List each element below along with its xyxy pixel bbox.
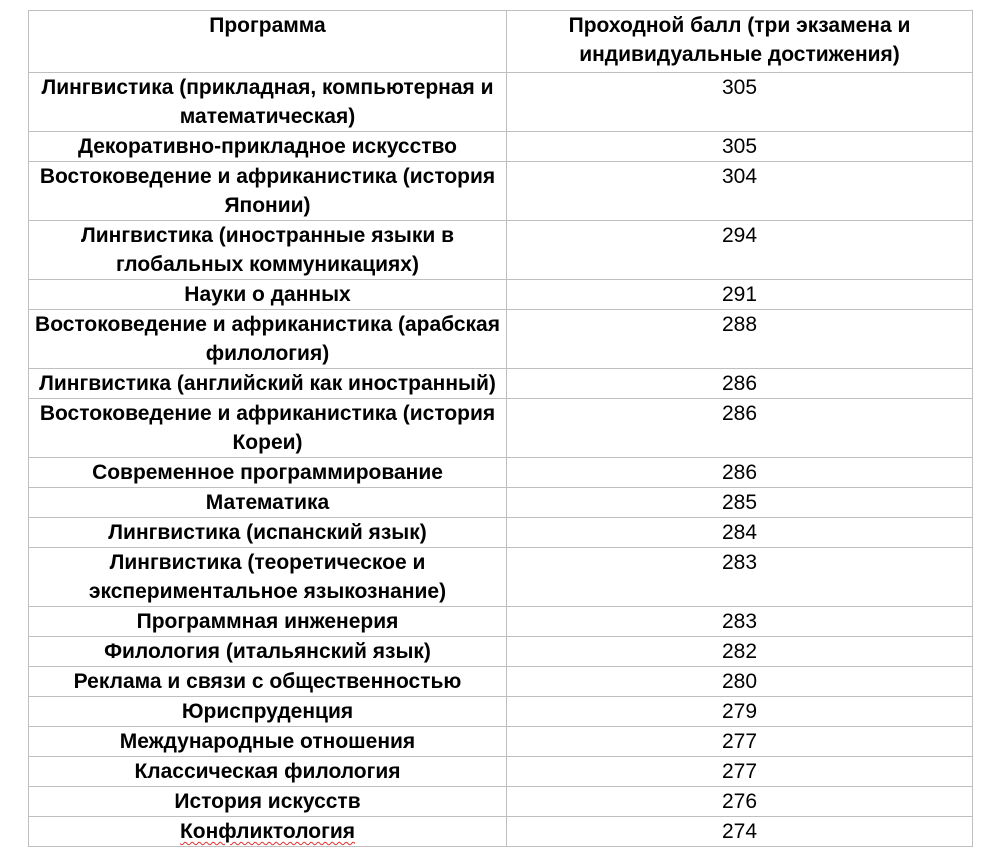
table-row — [29, 727, 973, 757]
passing-score: 294 — [507, 221, 973, 280]
passing-score: 284 — [507, 518, 973, 548]
table-row — [29, 399, 973, 458]
header-score: Проходной балл (три экзамена и индивидуальные достижения) — [507, 11, 973, 73]
passing-score: 277 — [507, 727, 973, 757]
header-row — [29, 11, 973, 73]
table-row — [29, 73, 973, 132]
program-name: Востоковедение и африканистика (арабская филология) — [29, 310, 507, 369]
passing-score: 291 — [507, 280, 973, 310]
program-name: Международные отношения — [29, 727, 507, 757]
table-row — [29, 757, 973, 787]
table-row — [29, 548, 973, 607]
passing-score: 286 — [507, 369, 973, 399]
passing-score: 305 — [507, 73, 973, 132]
passing-score: 286 — [507, 458, 973, 488]
program-name: Программная инженерия — [29, 607, 507, 637]
table-row — [29, 132, 973, 162]
program-name: Современное программирование — [29, 458, 507, 488]
table-row — [29, 310, 973, 369]
table-body — [29, 73, 973, 847]
table-row — [29, 667, 973, 697]
passing-score: 274 — [507, 817, 973, 847]
program-name: Лингвистика (прикладная, компьютерная и математическая) — [29, 73, 507, 132]
program-name: Математика — [29, 488, 507, 518]
program-name: Классическая филология — [29, 757, 507, 787]
passing-score: 286 — [507, 399, 973, 458]
passing-score: 305 — [507, 132, 973, 162]
header-program: Программа — [29, 11, 507, 73]
table-row — [29, 280, 973, 310]
passing-scores-table — [28, 10, 973, 847]
table-row — [29, 369, 973, 399]
table-header — [29, 11, 973, 73]
program-name: Реклама и связи с общественностью — [29, 667, 507, 697]
passing-score: 277 — [507, 757, 973, 787]
table-row — [29, 162, 973, 221]
table-row — [29, 458, 973, 488]
passing-score: 304 — [507, 162, 973, 221]
program-name: Декоративно-прикладное искусство — [29, 132, 507, 162]
program-name: Юриспруденция — [29, 697, 507, 727]
table-row — [29, 518, 973, 548]
table-row — [29, 221, 973, 280]
passing-score: 279 — [507, 697, 973, 727]
passing-score: 285 — [507, 488, 973, 518]
table-row — [29, 637, 973, 667]
program-name: Филология (итальянский язык) — [29, 637, 507, 667]
program-name: Лингвистика (английский как иностранный) — [29, 369, 507, 399]
program-name: Лингвистика (иностранные языки в глобальных коммуникациях) — [29, 221, 507, 280]
passing-score: 280 — [507, 667, 973, 697]
program-name: Лингвистика (теоретическое и экспериментальное языкознание) — [29, 548, 507, 607]
program-name: История искусств — [29, 787, 507, 817]
table-row — [29, 697, 973, 727]
program-name: Востоковедение и африканистика (история Японии) — [29, 162, 507, 221]
program-name: Востоковедение и африканистика (история Кореи) — [29, 399, 507, 458]
program-name-cell — [29, 817, 507, 847]
program-name: Лингвистика (испанский язык) — [29, 518, 507, 548]
table-row — [29, 488, 973, 518]
table-row — [29, 787, 973, 817]
table-row — [29, 817, 973, 847]
passing-score: 283 — [507, 548, 973, 607]
table-row — [29, 607, 973, 637]
passing-score: 288 — [507, 310, 973, 369]
passing-score: 276 — [507, 787, 973, 817]
program-name: Конфликтология — [179, 820, 356, 843]
passing-score: 282 — [507, 637, 973, 667]
passing-score: 283 — [507, 607, 973, 637]
program-name: Науки о данных — [29, 280, 507, 310]
